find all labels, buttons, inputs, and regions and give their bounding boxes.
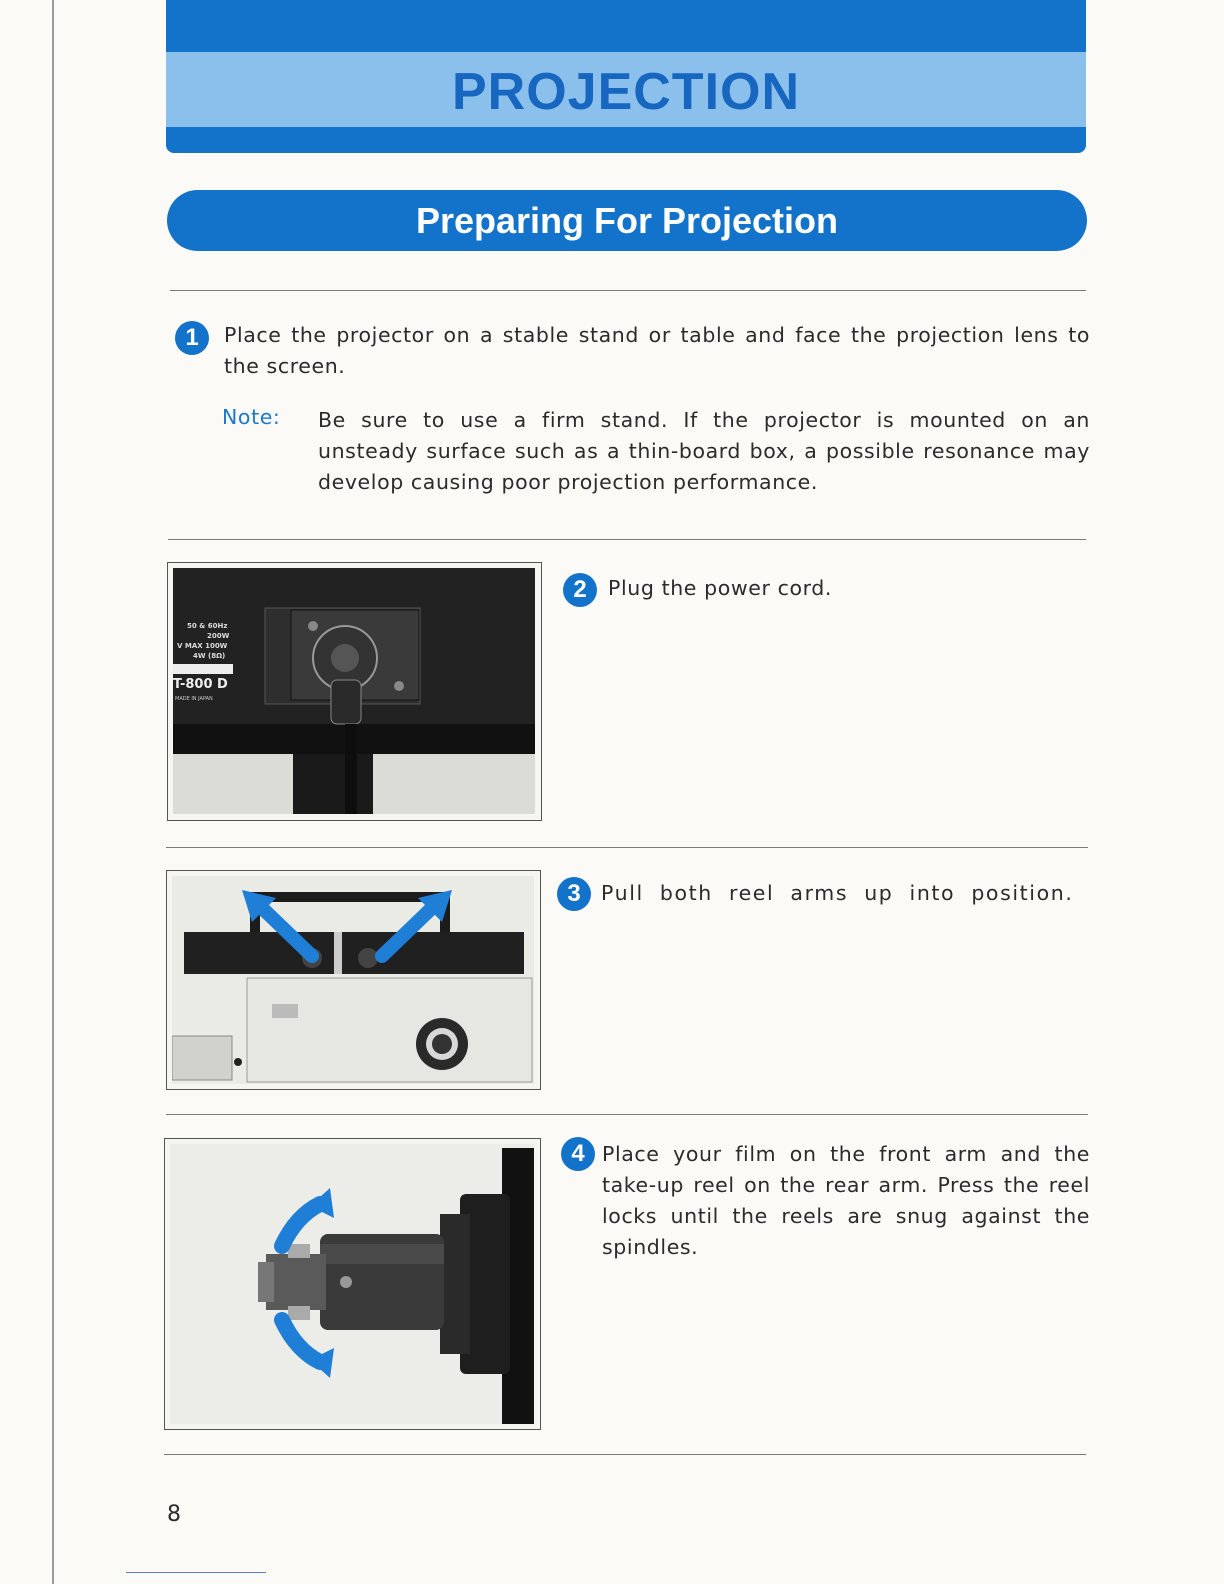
step-4-text: Place your film on the front arm and the take-up reel on the rear arm. Press the reel locks until the reels are snug against the spindles.	[602, 1142, 1090, 1259]
panel-made-in: MADE IN JAPAN	[175, 696, 213, 702]
divider	[166, 1114, 1088, 1115]
step-4-number: 4	[561, 1137, 595, 1171]
note-text: Be sure to use a firm stand. If the projector is mounted on an unsteady surface such as a thin-board box, a possible resonance may develop causing poor projection performance.	[318, 408, 1090, 494]
divider	[164, 1454, 1086, 1455]
step-2-text: Plug the power cord.	[608, 576, 833, 600]
panel-max: V MAX 100W	[177, 642, 228, 650]
step-1-text: Place the projector on a stable stand or table and face the projection lens to the screen.	[224, 323, 1090, 378]
power-cord-photo	[167, 562, 542, 821]
reel-arms-photo	[166, 870, 541, 1090]
step-3-number: 3	[557, 877, 591, 911]
panel-output: 4W (8Ω)	[193, 652, 226, 660]
note-label: Note:	[222, 405, 281, 429]
page-spine	[52, 0, 54, 1584]
subtitle-bar	[167, 190, 1087, 251]
divider	[170, 290, 1086, 291]
step-3-text: Pull both reel arms up into position.	[601, 881, 1074, 905]
page-title: PROJECTION	[451, 63, 801, 121]
panel-watts: 200W	[207, 632, 230, 640]
section-banner	[166, 0, 1086, 153]
divider	[168, 539, 1086, 540]
divider	[166, 847, 1088, 848]
footer-rule	[126, 1572, 266, 1573]
reel-spindle-photo	[164, 1138, 541, 1430]
panel-model: T-800 D	[173, 677, 228, 692]
step-1-number: 1	[175, 321, 209, 355]
panel-freq: 50 & 60Hz	[187, 622, 228, 630]
page-number: 8	[167, 1502, 181, 1527]
step-2-number: 2	[563, 573, 597, 607]
section-subtitle: Preparing For Projection	[415, 200, 839, 241]
